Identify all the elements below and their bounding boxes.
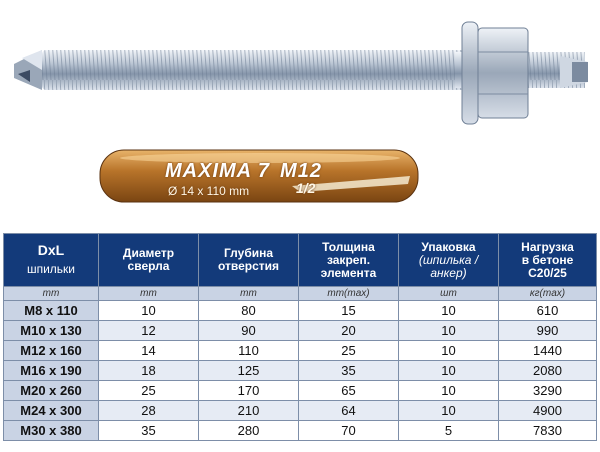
table-cell: 80 (199, 301, 299, 321)
table-cell: 610 (499, 301, 597, 321)
table-cell: 990 (499, 321, 597, 341)
header-dxl: DxL шпильки (4, 234, 99, 287)
capsule-size-label: Ø 14 x 110 mm (168, 184, 250, 198)
spec-table (3, 233, 597, 441)
table-cell: 25 (299, 341, 399, 361)
table-cell: 125 (199, 361, 299, 381)
table-cell: 210 (199, 401, 299, 421)
unit-cell: кг(max) (499, 287, 597, 301)
row-size-cell: M8 x 110 (4, 301, 99, 321)
row-size-cell: M24 x 300 (4, 401, 99, 421)
row-size-cell: M12 x 160 (4, 341, 99, 361)
table-cell: 65 (299, 381, 399, 401)
row-size-cell: M30 x 380 (4, 421, 99, 441)
table-cell: 10 (99, 301, 199, 321)
capsule-fraction-label: 1/2 (296, 180, 316, 196)
table-cell: 35 (299, 361, 399, 381)
table-cell: 10 (399, 381, 499, 401)
table-cell: 35 (99, 421, 199, 441)
table-cell: 3290 (499, 381, 597, 401)
table-cell: 5 (399, 421, 499, 441)
table-row (4, 401, 597, 421)
table-row (4, 421, 597, 441)
table-cell: 12 (99, 321, 199, 341)
table-cell: 70 (299, 421, 399, 441)
washer (462, 22, 478, 124)
table-cell: 28 (99, 401, 199, 421)
row-size-cell: M10 x 130 (4, 321, 99, 341)
header-drill-diameter: Диаметр сверла (99, 234, 199, 287)
table-cell: 20 (299, 321, 399, 341)
table-cell: 110 (199, 341, 299, 361)
table-cell: 90 (199, 321, 299, 341)
unit-cell: mm (4, 287, 99, 301)
table-row (4, 361, 597, 381)
table-cell: 64 (299, 401, 399, 421)
row-size-cell: M20 x 260 (4, 381, 99, 401)
table-cell: 2080 (499, 361, 597, 381)
table-header-row (4, 234, 597, 287)
header-load: Нагрузка в бетоне C20/25 (499, 234, 597, 287)
unit-cell: mm (199, 287, 299, 301)
hex-nut (478, 28, 528, 118)
table-cell: 10 (399, 361, 499, 381)
units-row (4, 287, 597, 301)
table-cell: 280 (199, 421, 299, 441)
table-cell: 10 (399, 401, 499, 421)
header-packaging: Упаковка (шпилька / анкер) (399, 234, 499, 287)
table-cell: 4900 (499, 401, 597, 421)
table-cell: 7830 (499, 421, 597, 441)
table-cell: 14 (99, 341, 199, 361)
unit-cell: шт (399, 287, 499, 301)
table-cell: 15 (299, 301, 399, 321)
table-row (4, 321, 597, 341)
unit-cell: mm (99, 287, 199, 301)
table-row (4, 341, 597, 361)
table-cell: 18 (99, 361, 199, 381)
table-cell: 10 (399, 301, 499, 321)
unit-cell: mm(max) (299, 287, 399, 301)
table-row (4, 381, 597, 401)
row-size-cell: M16 x 190 (4, 361, 99, 381)
header-thickness: Толщина закреп. элемента (299, 234, 399, 287)
table-cell: 170 (199, 381, 299, 401)
capsule-brand-label: MAXIMA 7 M12 (165, 160, 322, 182)
table-row (4, 301, 597, 321)
header-hole-depth: Глубина отверстия (199, 234, 299, 287)
table-cell: 1440 (499, 341, 597, 361)
table-cell: 10 (399, 321, 499, 341)
table-cell: 10 (399, 341, 499, 361)
table-cell: 25 (99, 381, 199, 401)
